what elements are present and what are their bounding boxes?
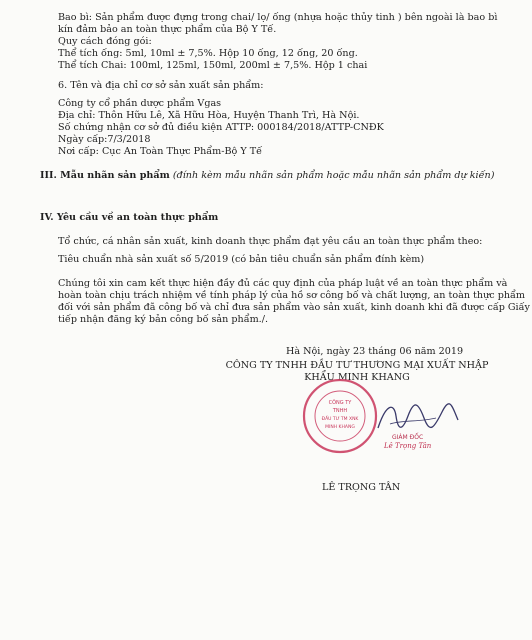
company-seal-stamp [300, 376, 380, 456]
section-6-heading: 6. Tên và địa chỉ cơ sở sản xuất sản phẩm: [58, 80, 264, 91]
commitment-line-2: hoàn toàn chịu trách nhiệm về tính pháp lý của hồ sơ công bố và chất lượng, an toàn thực phẩm [58, 290, 525, 301]
svg-text:ĐẦU TƯ TM XNK: ĐẦU TƯ TM XNK [321, 417, 359, 422]
manufacturer-certificate: Số chứng nhận cơ sở đủ điều kiện ATTP: 000184/2018/ATTP-CNĐK [58, 122, 384, 133]
section-3-heading: III. Mẫu nhãn sản phẩm [40, 170, 170, 181]
commitment-line-3: đối với sản phẩm đã công bố và chỉ đưa sản phẩm vào sản xuất, kinh doanh khi đã được cấp Giấy [58, 302, 530, 313]
commitment-line-4: tiếp nhận đăng ký bản công bố sản phẩm./. [58, 314, 269, 325]
certificate-issue-date: Ngày cấp:7/3/2018 [58, 134, 151, 145]
section-3-line [40, 170, 494, 181]
packaging-spec-title: Quy cách đóng gói: [58, 36, 152, 47]
svg-text:CÔNG TY: CÔNG TY [328, 400, 352, 406]
section-4-intro: Tổ chức, cá nhân sản xuất, kinh doanh thực phẩm đạt yêu cầu an toàn thực phẩm theo: [58, 236, 483, 247]
signer-title: GIÁM ĐỐC [392, 434, 424, 441]
svg-text:TNHH: TNHH [332, 408, 348, 414]
manufacturer-address: Địa chỉ: Thôn Hữu Lê, Xã Hữu Hòa, Huyện Thanh Trì, Hà Nội. [58, 110, 360, 121]
company-name-line-1: CÔNG TY TNHH ĐẦU TƯ THƯƠNG MẠI XUẤT NHẬP [225, 360, 489, 371]
section-4-standard: Tiêu chuẩn nhà sản xuất số 5/2019 (có bản tiêu chuẩn sản phẩm đính kèm) [58, 254, 425, 265]
handwritten-signature [372, 398, 462, 438]
svg-text:MINH KHANG: MINH KHANG [325, 425, 355, 430]
packaging-spec-bottles: Thể tích Chai: 100ml, 125ml, 150ml, 200ml ± 7,5%. Hộp 1 chai [58, 60, 368, 71]
manufacturer-name: Công ty cổ phần dược phẩm Vgas [58, 98, 222, 109]
company-name-line-2: KHẨU MINH KHANG [304, 372, 410, 383]
packaging-line-1: Bao bì: Sản phẩm được đựng trong chai/ lọ/ ống (nhựa hoặc thủy tinh ) bên ngoài là bao bì [58, 12, 498, 23]
packaging-line-2: kín đảm bảo an toàn thực phẩm của Bộ Y Tế. [58, 24, 277, 35]
place-date: Hà Nội, ngày 23 tháng 06 năm 2019 [286, 346, 464, 357]
section-4-heading: IV. Yêu cầu về an toàn thực phẩm [40, 212, 219, 223]
section-3-note: (đính kèm mẫu nhãn sản phẩm hoặc mẫu nhãn sản phẩm dự kiến) [172, 170, 495, 181]
signer-name: LÊ TRỌNG TÂN [322, 482, 401, 493]
packaging-spec-tubes: Thể tích ống: 5ml, 10ml ± 7,5%. Hộp 10 ống, 12 ống, 20 ống. [58, 48, 358, 59]
commitment-line-1: Chúng tôi xin cam kết thực hiện đầy đủ các quy định của pháp luật về an toàn thực phẩm và [58, 278, 508, 289]
certificate-issuer: Nơi cấp: Cục An Toàn Thực Phẩm-Bộ Y Tế [58, 146, 263, 157]
signer-script-name: Lê Trọng Tân [384, 442, 432, 450]
